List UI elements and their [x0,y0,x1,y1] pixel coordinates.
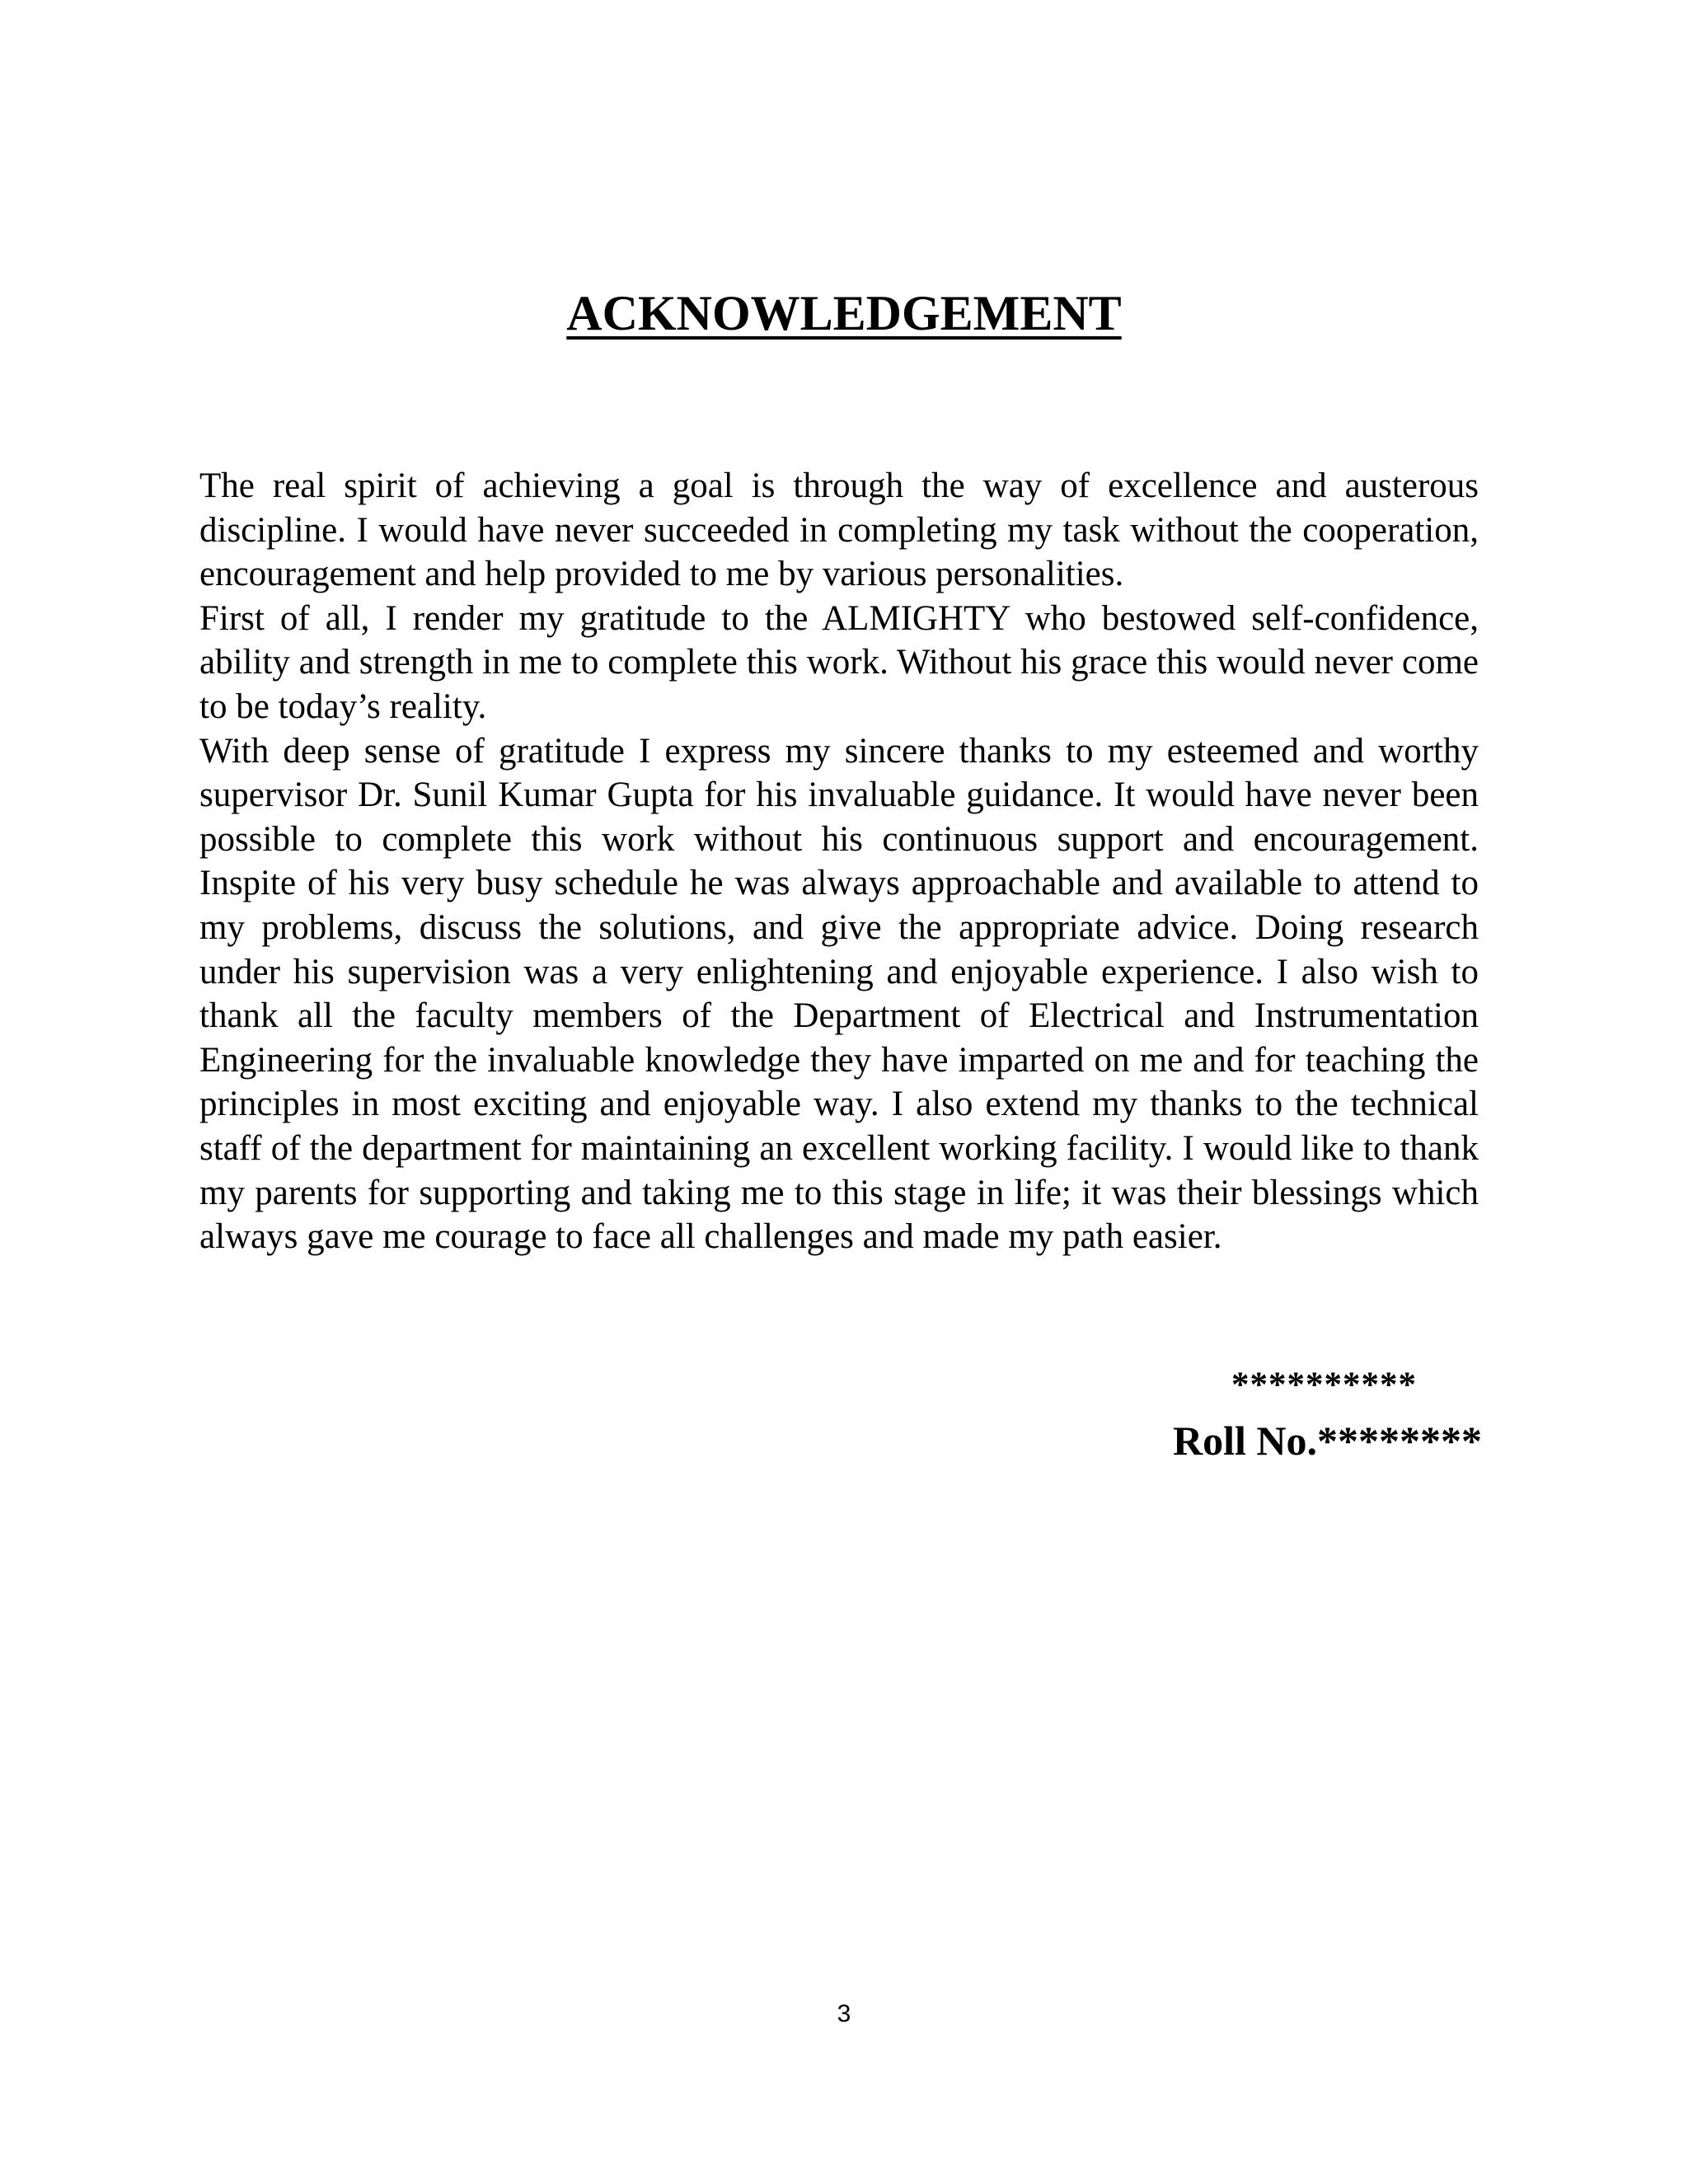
signature-name: ********** [1231,1366,1417,1404]
page-number: 3 [837,2000,851,2027]
page-title [0,284,1688,343]
paragraph-almighty: First of all, I render my gratitude to the ALMIGHTY who bestowed self-confidence, ability and strength in me to complete this work. Without his grace this would never come to be today’s reality. [199,598,1479,726]
paragraph-intro: The real spirit of achieving a goal is through the way of excellence and austerous discipline. I would have never succeeded in completing my task without the cooperation, encouragement and help provided to me by various personalities. [199,466,1479,594]
paragraph-thanks: With deep sense of gratitude I express my sincere thanks to my esteemed and worthy supervisor Dr. Sunil Kumar Gupta for his invaluable guidance. It would have never been possible to complete this work without his continuous support and encouragement. Inspite of his very busy schedule he was always approachable and available to attend to my problems, discuss the solutions, and give the appropriate advice. Doing research under his supervision was a very enlightening and enjoyable experience. I also wish to thank all the faculty members of the Department of Electrical and Instrumentation Engineering for the invaluable knowledge they have imparted on me and for teaching the principles in most exciting and enjoyable way. I also extend my thanks to the technical staff of the department for maintaining an excellent working facility. I would like to thank my parents for supporting and taking me to this stage in life; it was their blessings which always gave me courage to face all challenges and made my path easier. [199,731,1479,1257]
page-title-text: ACKNOWLEDGEMENT [566,286,1122,340]
signature-roll-number: Roll No.******** [1173,1418,1482,1464]
acknowledgement-body [199,464,1479,1259]
